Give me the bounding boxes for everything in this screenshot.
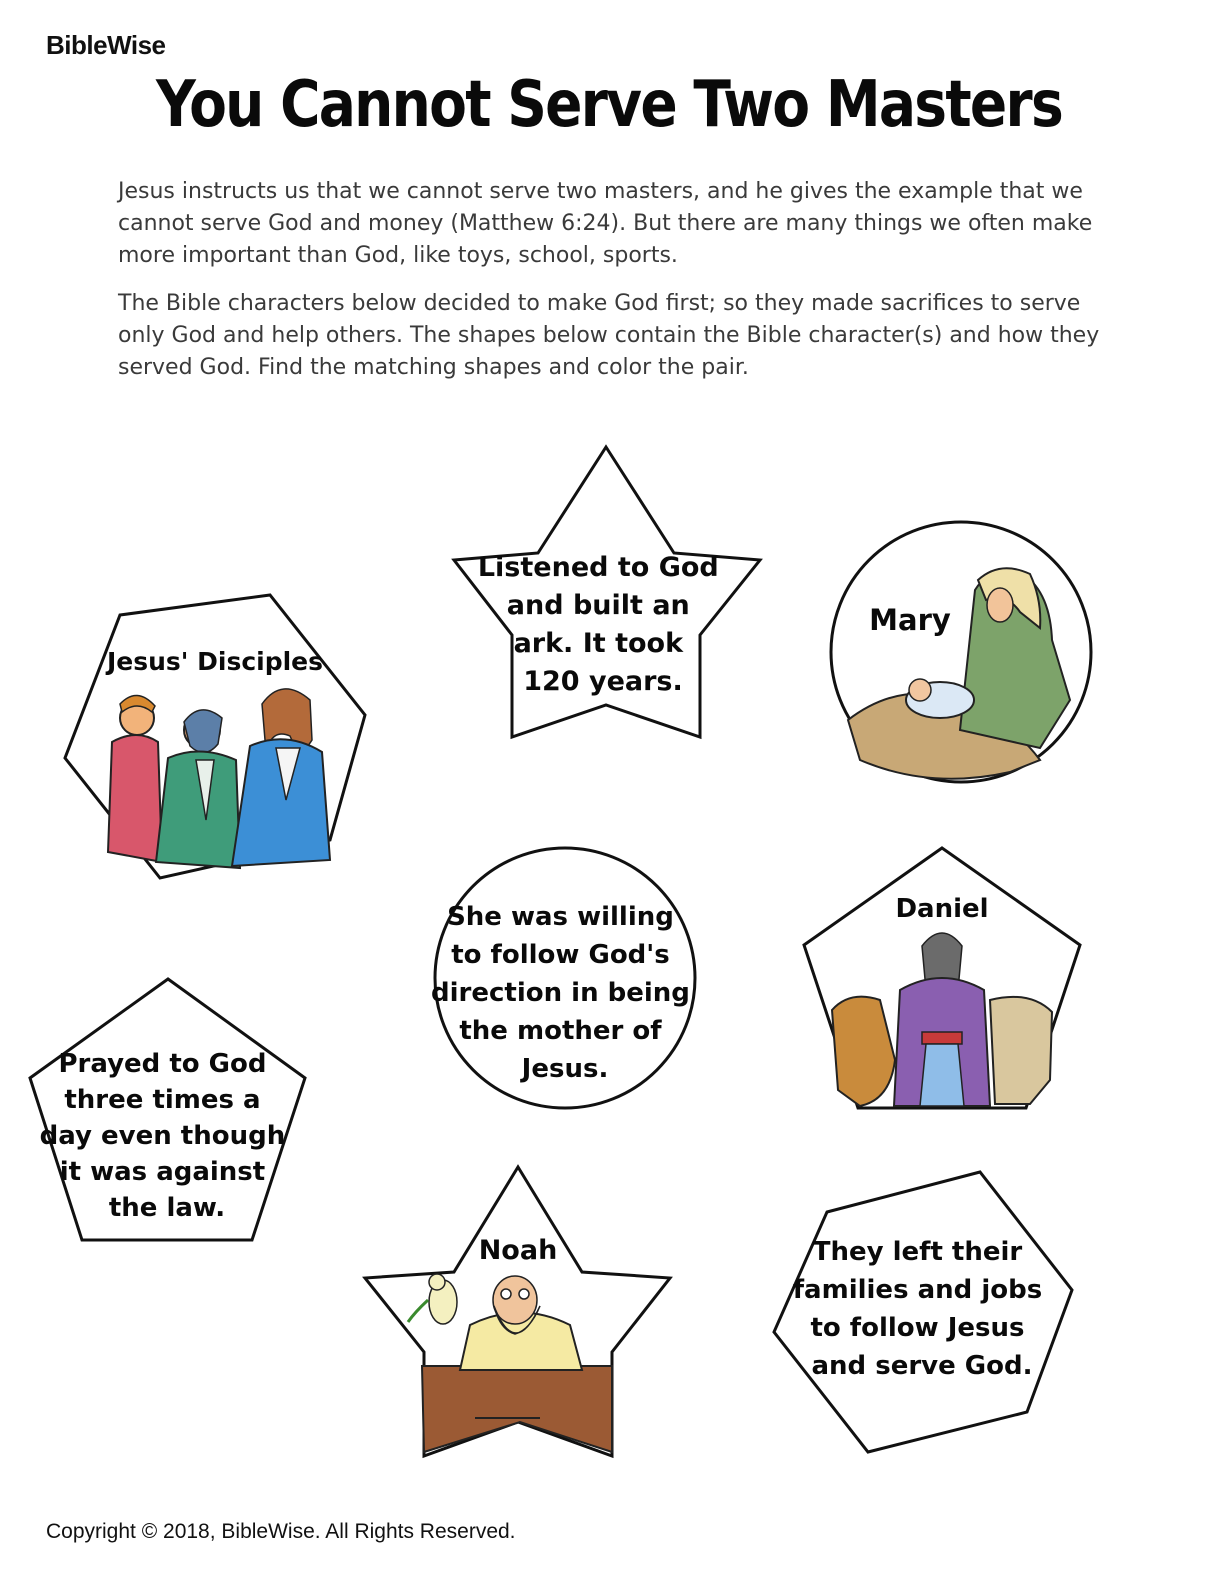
ark-star-text: Listened to God and built an ark. It took 120 years.	[477, 552, 719, 697]
prayer-pentagon-text: Prayed to God three times a day even though it was against the law.	[39, 1049, 286, 1223]
noah-star-card[interactable]	[365, 1167, 670, 1456]
mary-label: Mary	[869, 603, 951, 637]
page-title: You Cannot Serve Two Masters	[155, 68, 1063, 142]
mary-text-circle-card[interactable]	[431, 848, 699, 1108]
disciples-illustration	[108, 689, 330, 868]
disciples-label: Jesus' Disciples	[106, 647, 324, 676]
disciples-text-hexagon-text: They left their families and jobs to follow Jesus and serve God.	[792, 1237, 1043, 1381]
mary-circle-card[interactable]	[831, 522, 1091, 782]
brand-logo: BibleWise	[46, 30, 166, 60]
mary-text-circle-text: She was willing to follow God's direction in being the mother of Jesus.	[431, 902, 690, 1084]
copyright-footer: Copyright © 2018, BibleWise. All Rights Reserved.	[46, 1520, 516, 1543]
daniel-pentagon-card[interactable]	[804, 848, 1080, 1108]
disciples-hexagon-card[interactable]	[65, 595, 365, 878]
intro-paragraph-2: The Bible characters below decided to make God first; so they made sacrifices to serve only God and help others. The shapes below contain the Bible character(s) and how they served God. Find the matching shapes and color the pair.	[118, 291, 1100, 380]
intro-paragraph-1: Jesus instructs us that we cannot serve two masters, and he gives the example that we cannot serve God and money (Matthew 6:24). But there are many things we often make more important than God, like toys, school, sports.	[118, 179, 1093, 268]
noah-label: Noah	[478, 1235, 558, 1266]
disciples-text-hexagon-card[interactable]	[774, 1172, 1072, 1452]
daniel-label: Daniel	[895, 894, 989, 924]
prayer-pentagon-card[interactable]	[30, 979, 305, 1240]
ark-star-card[interactable]	[454, 447, 760, 737]
